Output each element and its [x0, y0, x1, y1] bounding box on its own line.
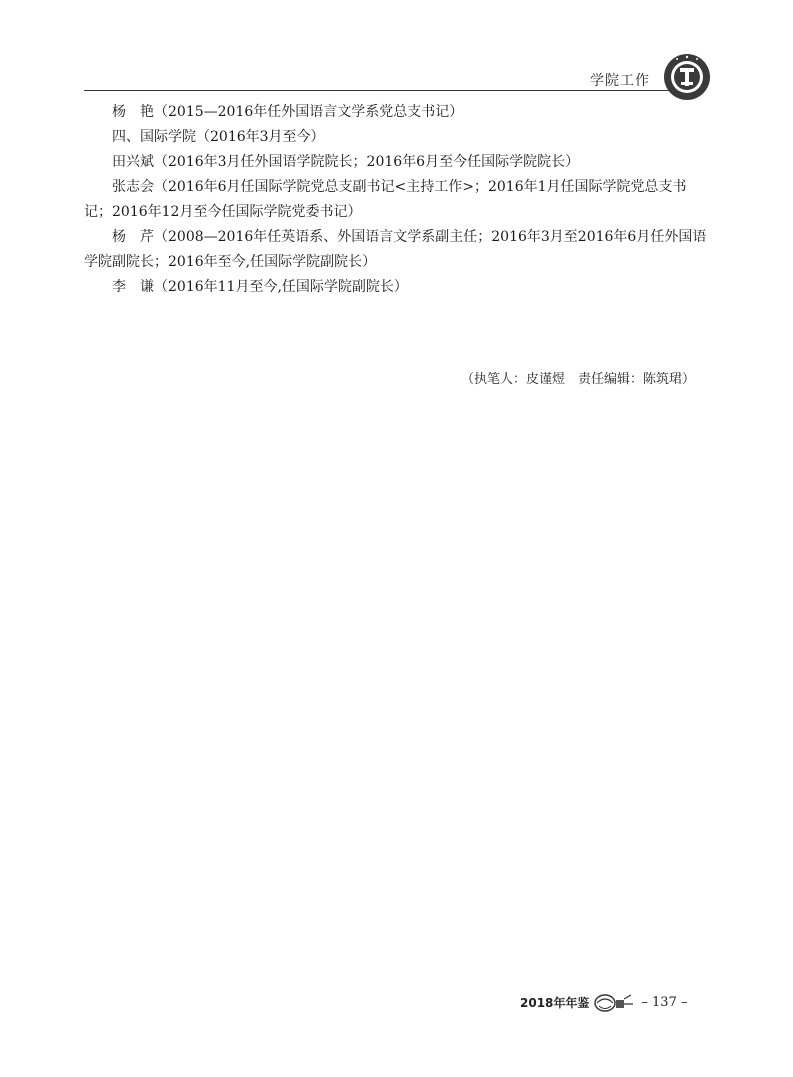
yearbook-logo-icon	[593, 991, 635, 1013]
entry-section-international: 四、国际学院（2016年3月至今）	[112, 129, 325, 145]
entry-yang-yan: 杨 艳（2015—2016年任外国语言文学系党总支书记）	[112, 104, 464, 120]
entry-li-qian: 李 谦（2016年11月至今,任国际学院副院长）	[112, 279, 408, 295]
entry-zhang-zhihui: 张志会（2016年6月任国际学院党总支副书记<主持工作>；2016年1月任国际学院党总支书记；2016年12月至今任国际学院党委书记）	[84, 179, 687, 220]
entry-tian-xingbin: 田兴斌（2016年3月任外国语学院院长；2016年6月至今任国际学院院长）	[112, 154, 580, 170]
entry-yang-qin: 杨 芹（2008—2016年任英语系、外国语言文学系副主任；2016年3月至2016年6月任外国语学院副院长；2016年至今,任国际学院副院长）	[84, 229, 707, 270]
header-rule	[84, 90, 669, 91]
entry-list	[84, 100, 714, 300]
university-emblem-icon	[662, 52, 712, 102]
section-title: 学院工作	[590, 73, 650, 89]
yearbook-label: 2018年年鉴	[520, 995, 590, 1010]
author-credit: （执笔人：皮谨煜 责任编辑：陈筑珺）	[461, 372, 696, 387]
page-number: – 137 –	[641, 994, 688, 1010]
page-footer	[520, 990, 687, 1014]
